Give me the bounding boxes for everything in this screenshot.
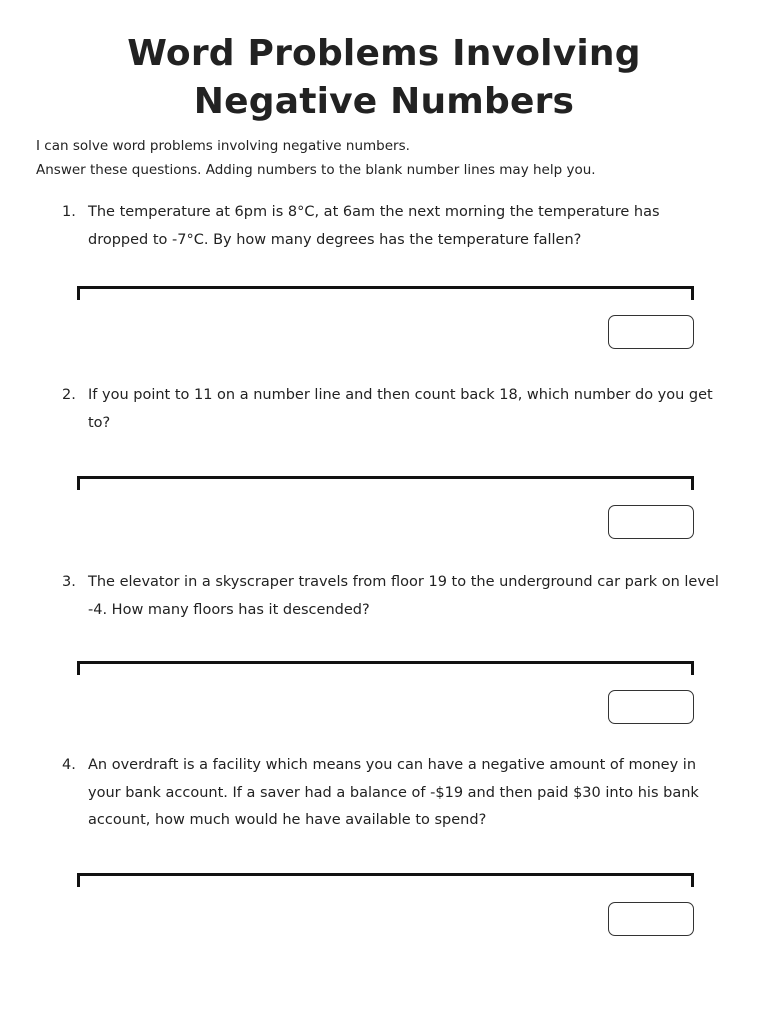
- answer-box-1[interactable]: [608, 315, 694, 349]
- number-line-2[interactable]: [77, 476, 694, 490]
- question-text: If you point to 11 on a number line and then count back 18, which number do you get to?: [88, 387, 713, 431]
- instructions: Answer these questions. Adding numbers to the blank number lines may help you.: [36, 162, 596, 178]
- learning-objective: I can solve word problems involving negative numbers.: [36, 138, 410, 154]
- question-text: The elevator in a skyscraper travels from floor 19 to the underground car park on level -4. How many floors has it descended?: [88, 574, 719, 618]
- question-number: 2.: [62, 387, 76, 403]
- number-line-4[interactable]: [77, 873, 694, 887]
- answer-box-3[interactable]: [608, 690, 694, 724]
- question-4: [62, 752, 722, 835]
- question-2: [62, 382, 722, 437]
- answer-box-2[interactable]: [608, 505, 694, 539]
- question-3: [62, 569, 722, 624]
- page-title-line-1: Word Problems Involving: [127, 33, 641, 74]
- question-number: 3.: [62, 574, 76, 590]
- question-number: 4.: [62, 757, 76, 773]
- question-1: [62, 199, 722, 254]
- number-line-3[interactable]: [77, 661, 694, 675]
- answer-box-4[interactable]: [608, 902, 694, 936]
- number-line-1[interactable]: [77, 286, 694, 300]
- page-title-line-2: Negative Numbers: [193, 81, 575, 122]
- page-title: [0, 30, 768, 126]
- question-text: The temperature at 6pm is 8°C, at 6am the next morning the temperature has dropped to -7°C. By how many degrees has the temperature fallen?: [88, 204, 660, 248]
- question-number: 1.: [62, 204, 76, 220]
- question-text: An overdraft is a facility which means you can have a negative amount of money in your bank account. If a saver had a balance of -$19 and then paid $30 into his bank account, how much would he have available to spend?: [88, 757, 699, 828]
